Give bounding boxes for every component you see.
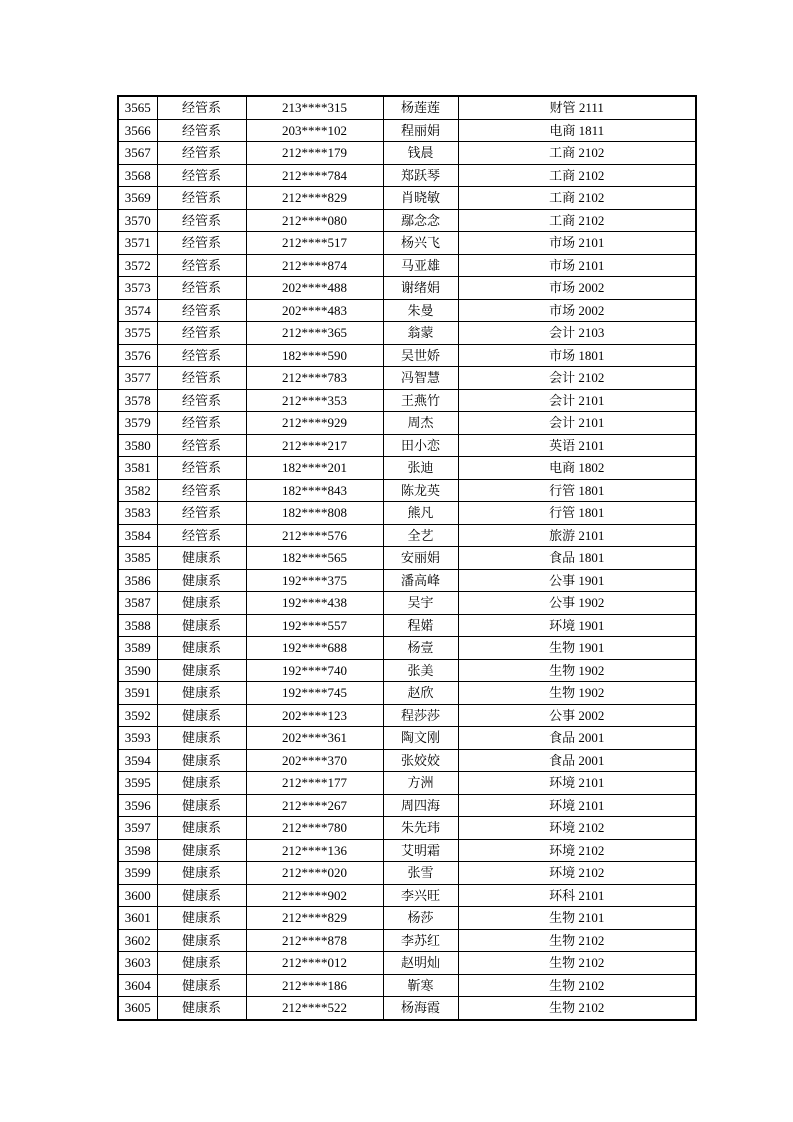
cell-class: 工商 2102	[458, 209, 696, 232]
cell-name: 冯智慧	[383, 367, 458, 390]
cell-serial-number: 3582	[118, 479, 157, 502]
cell-class: 环境 2101	[458, 794, 696, 817]
cell-department: 健康系	[157, 929, 246, 952]
cell-name: 陶文刚	[383, 727, 458, 750]
cell-department: 经管系	[157, 277, 246, 300]
cell-student-id: 192****557	[246, 614, 383, 637]
cell-department: 健康系	[157, 704, 246, 727]
cell-class: 财管 2111	[458, 96, 696, 119]
cell-class: 生物 2102	[458, 929, 696, 952]
cell-class: 环境 2102	[458, 817, 696, 840]
cell-name: 吴宇	[383, 592, 458, 615]
cell-class: 行管 1801	[458, 502, 696, 525]
cell-department: 健康系	[157, 772, 246, 795]
cell-student-id: 212****080	[246, 209, 383, 232]
cell-department: 经管系	[157, 524, 246, 547]
cell-serial-number: 3576	[118, 344, 157, 367]
table-row	[118, 727, 696, 750]
cell-name: 安丽娟	[383, 547, 458, 570]
cell-department: 经管系	[157, 434, 246, 457]
cell-class: 会计 2102	[458, 367, 696, 390]
cell-name: 张迪	[383, 457, 458, 480]
cell-serial-number: 3567	[118, 142, 157, 165]
cell-class: 生物 1901	[458, 637, 696, 660]
cell-student-id: 212****217	[246, 434, 383, 457]
cell-serial-number: 3565	[118, 96, 157, 119]
cell-class: 市场 2101	[458, 254, 696, 277]
cell-serial-number: 3577	[118, 367, 157, 390]
cell-name: 吴世娇	[383, 344, 458, 367]
cell-serial-number: 3597	[118, 817, 157, 840]
cell-student-id: 202****370	[246, 749, 383, 772]
cell-department: 健康系	[157, 974, 246, 997]
cell-student-id: 212****522	[246, 997, 383, 1020]
cell-department: 经管系	[157, 187, 246, 210]
cell-student-id: 212****365	[246, 322, 383, 345]
cell-department: 经管系	[157, 367, 246, 390]
table-row	[118, 637, 696, 660]
cell-student-id: 192****438	[246, 592, 383, 615]
table-row	[118, 434, 696, 457]
cell-class: 环境 2102	[458, 839, 696, 862]
cell-student-id: 212****780	[246, 817, 383, 840]
cell-department: 经管系	[157, 322, 246, 345]
table-row	[118, 232, 696, 255]
cell-student-id: 182****843	[246, 479, 383, 502]
cell-class: 生物 2102	[458, 974, 696, 997]
cell-serial-number: 3584	[118, 524, 157, 547]
cell-serial-number: 3588	[118, 614, 157, 637]
cell-student-id: 212****576	[246, 524, 383, 547]
table-row	[118, 569, 696, 592]
cell-serial-number: 3595	[118, 772, 157, 795]
cell-student-id: 212****902	[246, 884, 383, 907]
cell-department: 经管系	[157, 142, 246, 165]
cell-name: 李苏红	[383, 929, 458, 952]
cell-class: 工商 2102	[458, 164, 696, 187]
cell-department: 健康系	[157, 907, 246, 930]
cell-student-id: 212****136	[246, 839, 383, 862]
table-row	[118, 389, 696, 412]
cell-name: 全艺	[383, 524, 458, 547]
table-row	[118, 749, 696, 772]
cell-name: 赵明灿	[383, 952, 458, 975]
cell-serial-number: 3583	[118, 502, 157, 525]
table-row	[118, 682, 696, 705]
cell-class: 食品 1801	[458, 547, 696, 570]
cell-class: 公事 1901	[458, 569, 696, 592]
table-row	[118, 862, 696, 885]
table-row	[118, 952, 696, 975]
cell-serial-number: 3600	[118, 884, 157, 907]
table-row	[118, 794, 696, 817]
cell-student-id: 212****878	[246, 929, 383, 952]
cell-student-id: 212****829	[246, 907, 383, 930]
cell-department: 经管系	[157, 209, 246, 232]
cell-name: 马亚雄	[383, 254, 458, 277]
table-row	[118, 367, 696, 390]
cell-serial-number: 3566	[118, 119, 157, 142]
cell-department: 经管系	[157, 232, 246, 255]
cell-department: 健康系	[157, 839, 246, 862]
cell-name: 李兴旺	[383, 884, 458, 907]
cell-student-id: 212****874	[246, 254, 383, 277]
cell-serial-number: 3594	[118, 749, 157, 772]
cell-department: 健康系	[157, 862, 246, 885]
cell-name: 谢绪娟	[383, 277, 458, 300]
table-row	[118, 592, 696, 615]
cell-serial-number: 3580	[118, 434, 157, 457]
cell-student-id: 192****688	[246, 637, 383, 660]
table-row	[118, 772, 696, 795]
cell-student-id: 212****179	[246, 142, 383, 165]
table-row	[118, 524, 696, 547]
table-row	[118, 299, 696, 322]
cell-class: 公事 2002	[458, 704, 696, 727]
table-row	[118, 344, 696, 367]
cell-name: 王燕竹	[383, 389, 458, 412]
cell-student-id: 212****186	[246, 974, 383, 997]
cell-name: 方洲	[383, 772, 458, 795]
cell-class: 市场 2101	[458, 232, 696, 255]
cell-serial-number: 3581	[118, 457, 157, 480]
cell-serial-number: 3605	[118, 997, 157, 1020]
cell-serial-number: 3590	[118, 659, 157, 682]
cell-class: 生物 2102	[458, 997, 696, 1020]
cell-class: 公事 1902	[458, 592, 696, 615]
cell-class: 生物 1902	[458, 659, 696, 682]
table-row	[118, 322, 696, 345]
cell-department: 健康系	[157, 637, 246, 660]
table-row	[118, 209, 696, 232]
cell-class: 生物 2102	[458, 952, 696, 975]
cell-student-id: 202****123	[246, 704, 383, 727]
cell-class: 电商 1811	[458, 119, 696, 142]
table-row	[118, 547, 696, 570]
cell-name: 周杰	[383, 412, 458, 435]
cell-student-id: 182****201	[246, 457, 383, 480]
cell-serial-number: 3601	[118, 907, 157, 930]
cell-student-id: 212****517	[246, 232, 383, 255]
cell-class: 环境 1901	[458, 614, 696, 637]
cell-name: 朱先玮	[383, 817, 458, 840]
student-roster-table	[117, 95, 697, 1021]
cell-name: 张雪	[383, 862, 458, 885]
cell-name: 陈龙英	[383, 479, 458, 502]
cell-student-id: 212****929	[246, 412, 383, 435]
cell-department: 健康系	[157, 884, 246, 907]
cell-name: 郑跃琴	[383, 164, 458, 187]
table-row	[118, 254, 696, 277]
cell-department: 健康系	[157, 749, 246, 772]
cell-student-id: 212****784	[246, 164, 383, 187]
cell-department: 健康系	[157, 727, 246, 750]
cell-class: 会计 2101	[458, 389, 696, 412]
cell-name: 翁蒙	[383, 322, 458, 345]
cell-name: 钱晨	[383, 142, 458, 165]
cell-serial-number: 3596	[118, 794, 157, 817]
cell-serial-number: 3579	[118, 412, 157, 435]
table-row	[118, 704, 696, 727]
cell-name: 赵欣	[383, 682, 458, 705]
cell-name: 杨海霞	[383, 997, 458, 1020]
cell-class: 环科 2101	[458, 884, 696, 907]
cell-student-id: 182****565	[246, 547, 383, 570]
cell-class: 会计 2101	[458, 412, 696, 435]
cell-name: 艾明霜	[383, 839, 458, 862]
cell-name: 杨莲莲	[383, 96, 458, 119]
cell-serial-number: 3573	[118, 277, 157, 300]
cell-name: 程丽娟	[383, 119, 458, 142]
table-row	[118, 817, 696, 840]
cell-name: 鄢念念	[383, 209, 458, 232]
cell-class: 生物 1902	[458, 682, 696, 705]
cell-class: 工商 2102	[458, 142, 696, 165]
cell-student-id: 203****102	[246, 119, 383, 142]
cell-name: 杨壹	[383, 637, 458, 660]
cell-department: 经管系	[157, 479, 246, 502]
cell-name: 程莎莎	[383, 704, 458, 727]
table-row	[118, 659, 696, 682]
table-row	[118, 614, 696, 637]
cell-serial-number: 3572	[118, 254, 157, 277]
cell-serial-number: 3599	[118, 862, 157, 885]
cell-class: 食品 2001	[458, 749, 696, 772]
table-row	[118, 119, 696, 142]
table-body	[118, 96, 696, 1020]
cell-department: 经管系	[157, 502, 246, 525]
cell-serial-number: 3587	[118, 592, 157, 615]
table-row	[118, 96, 696, 119]
cell-student-id: 192****375	[246, 569, 383, 592]
cell-name: 肖晓敏	[383, 187, 458, 210]
cell-class: 行管 1801	[458, 479, 696, 502]
cell-serial-number: 3575	[118, 322, 157, 345]
cell-class: 工商 2102	[458, 187, 696, 210]
cell-class: 环境 2101	[458, 772, 696, 795]
cell-serial-number: 3578	[118, 389, 157, 412]
cell-class: 环境 2102	[458, 862, 696, 885]
cell-class: 电商 1802	[458, 457, 696, 480]
cell-department: 健康系	[157, 997, 246, 1020]
cell-department: 健康系	[157, 659, 246, 682]
table-row	[118, 412, 696, 435]
cell-department: 健康系	[157, 614, 246, 637]
cell-serial-number: 3593	[118, 727, 157, 750]
cell-student-id: 212****267	[246, 794, 383, 817]
cell-department: 经管系	[157, 254, 246, 277]
cell-name: 张姣姣	[383, 749, 458, 772]
table-row	[118, 929, 696, 952]
table-row	[118, 839, 696, 862]
cell-serial-number: 3604	[118, 974, 157, 997]
cell-serial-number: 3598	[118, 839, 157, 862]
table-row	[118, 974, 696, 997]
cell-student-id: 182****808	[246, 502, 383, 525]
table-row	[118, 277, 696, 300]
table-row	[118, 187, 696, 210]
cell-student-id: 212****353	[246, 389, 383, 412]
cell-serial-number: 3570	[118, 209, 157, 232]
table-row	[118, 502, 696, 525]
table-row	[118, 884, 696, 907]
table-row	[118, 457, 696, 480]
cell-serial-number: 3568	[118, 164, 157, 187]
cell-serial-number: 3569	[118, 187, 157, 210]
cell-department: 健康系	[157, 569, 246, 592]
cell-student-id: 192****740	[246, 659, 383, 682]
cell-department: 经管系	[157, 344, 246, 367]
cell-class: 食品 2001	[458, 727, 696, 750]
cell-department: 健康系	[157, 794, 246, 817]
cell-class: 生物 2101	[458, 907, 696, 930]
cell-serial-number: 3585	[118, 547, 157, 570]
cell-name: 程婼	[383, 614, 458, 637]
cell-class: 市场 2002	[458, 299, 696, 322]
cell-department: 健康系	[157, 547, 246, 570]
cell-department: 经管系	[157, 457, 246, 480]
cell-student-id: 202****361	[246, 727, 383, 750]
cell-name: 田小恋	[383, 434, 458, 457]
cell-student-id: 212****012	[246, 952, 383, 975]
cell-serial-number: 3603	[118, 952, 157, 975]
cell-student-id: 202****483	[246, 299, 383, 322]
table-row	[118, 997, 696, 1020]
cell-student-id: 202****488	[246, 277, 383, 300]
cell-name: 杨莎	[383, 907, 458, 930]
cell-student-id: 212****020	[246, 862, 383, 885]
cell-class: 市场 2002	[458, 277, 696, 300]
table-row	[118, 479, 696, 502]
table-row	[118, 142, 696, 165]
cell-serial-number: 3592	[118, 704, 157, 727]
cell-name: 靳寒	[383, 974, 458, 997]
cell-class: 英语 2101	[458, 434, 696, 457]
cell-name: 张美	[383, 659, 458, 682]
cell-serial-number: 3602	[118, 929, 157, 952]
cell-class: 旅游 2101	[458, 524, 696, 547]
table-row	[118, 164, 696, 187]
cell-student-id: 192****745	[246, 682, 383, 705]
cell-name: 杨兴飞	[383, 232, 458, 255]
cell-name: 熊凡	[383, 502, 458, 525]
cell-department: 经管系	[157, 119, 246, 142]
cell-serial-number: 3589	[118, 637, 157, 660]
cell-serial-number: 3586	[118, 569, 157, 592]
cell-department: 健康系	[157, 592, 246, 615]
cell-serial-number: 3591	[118, 682, 157, 705]
cell-name: 周四海	[383, 794, 458, 817]
cell-student-id: 182****590	[246, 344, 383, 367]
cell-student-id: 212****177	[246, 772, 383, 795]
cell-student-id: 212****829	[246, 187, 383, 210]
cell-department: 经管系	[157, 96, 246, 119]
cell-name: 朱曼	[383, 299, 458, 322]
cell-department: 健康系	[157, 682, 246, 705]
cell-serial-number: 3574	[118, 299, 157, 322]
cell-class: 会计 2103	[458, 322, 696, 345]
cell-student-id: 212****783	[246, 367, 383, 390]
cell-department: 经管系	[157, 412, 246, 435]
cell-student-id: 213****315	[246, 96, 383, 119]
cell-serial-number: 3571	[118, 232, 157, 255]
cell-department: 健康系	[157, 952, 246, 975]
cell-class: 市场 1801	[458, 344, 696, 367]
cell-department: 经管系	[157, 164, 246, 187]
table-row	[118, 907, 696, 930]
cell-department: 健康系	[157, 817, 246, 840]
cell-department: 经管系	[157, 299, 246, 322]
cell-department: 经管系	[157, 389, 246, 412]
cell-name: 潘高峰	[383, 569, 458, 592]
